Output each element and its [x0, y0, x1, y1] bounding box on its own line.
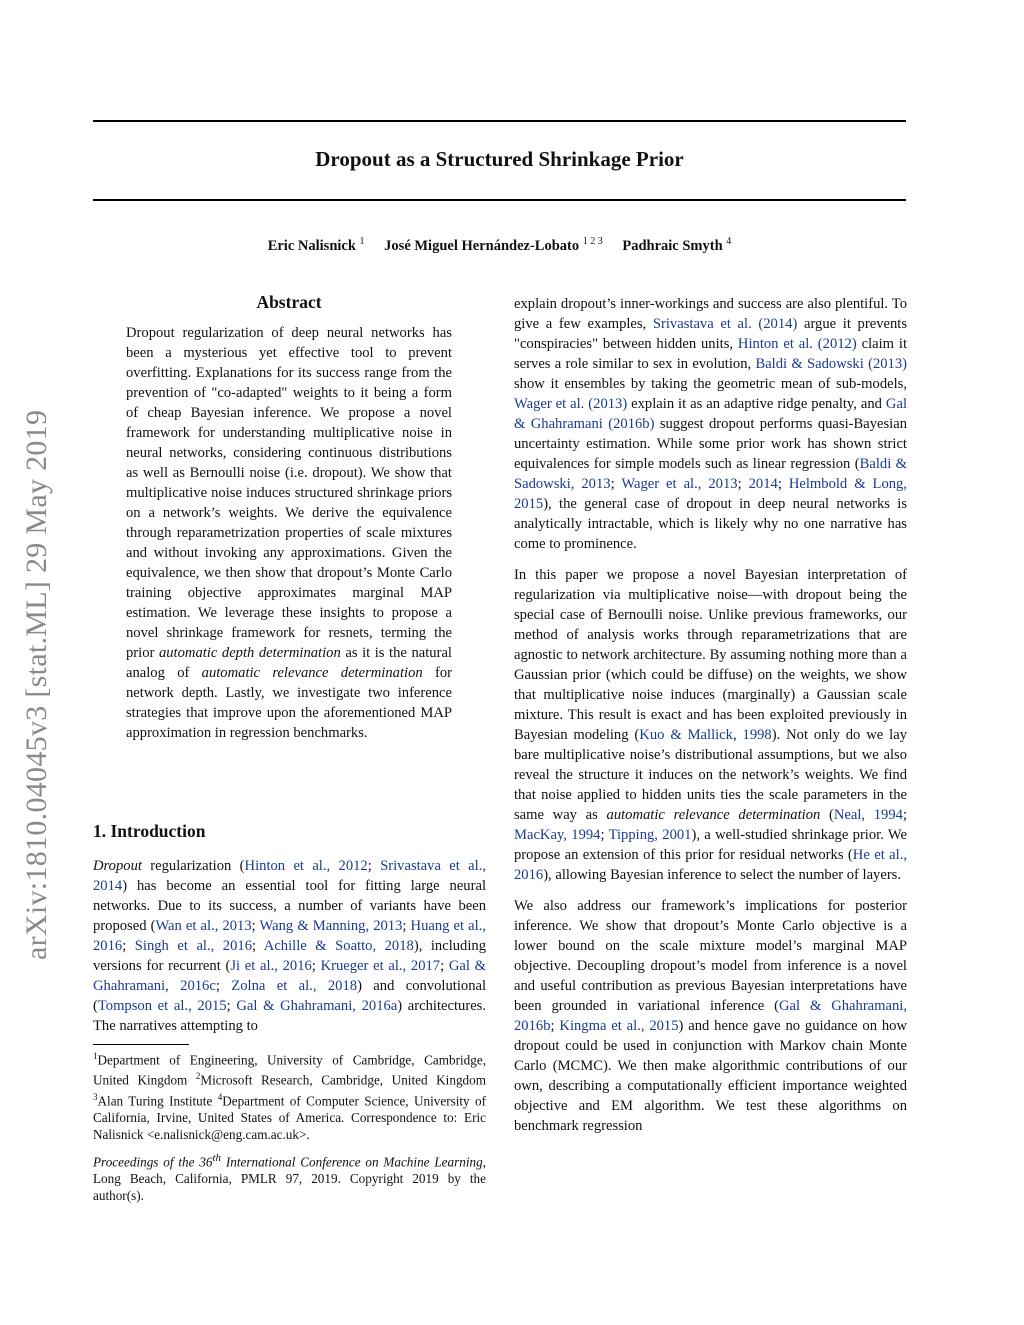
proceedings-emphasis: Proceedings of the 36	[93, 1154, 213, 1170]
footnote-text: Department of Engineering, University of Cambridge, Cambridge, United Kingdom	[93, 1052, 486, 1088]
section-heading-introduction: 1. Introduction	[93, 821, 206, 841]
affiliations-footnote	[93, 1048, 486, 1143]
body-text: We also address our framework’s implications for posterior inference. We show that dropout’s Monte Carlo objective is a lower bound on the scale mixture model’s marginal MAP objective. Decoupling dropout’s model from inference is a novel and useful contribution as previous Bayesian interpretations have been grounded in variational inference (	[514, 898, 907, 1014]
body-text: explain it as an adaptive ridge penalty, and	[627, 396, 886, 412]
footnote-marker: 2	[195, 1071, 201, 1082]
citation-link[interactable]: Achille & Soatto, 2018	[263, 938, 414, 954]
citation-link[interactable]: Huang et al., 2016	[93, 918, 486, 954]
citation-link[interactable]: Baldi & Sadowski, 2013	[514, 456, 907, 492]
abstract-heading: Abstract	[256, 292, 322, 312]
intro-text: ) and convolutional (	[93, 978, 487, 1014]
author-affiliation: 1	[359, 236, 365, 247]
proceedings-note	[93, 1150, 486, 1204]
author-name: Eric Nalisnick	[267, 237, 356, 254]
citation-link[interactable]: MacKay, 1994	[514, 827, 601, 843]
abstract-text: as it is the natural analog of	[126, 645, 452, 681]
body-text: In this paper we propose a novel Bayesian interpretation of regularization via multiplicative noise—with dropout being the special case of Bernoulli noise. Unlike previous frameworks, our method of analysis works through reparametrizations that are agnostic to network architecture. By assuming nothing more than a Gaussian prior (which could be diffuse) on the weights, we show that multiplicative noise induces (marginally) a Gaussian scale mixture. This result is exact and has been exploited previously in Bayesian modeling (	[514, 567, 907, 743]
citation-link[interactable]: Srivastava et al., 2014	[93, 858, 487, 894]
body-text: claim it serves a role similar to sex in evolution,	[514, 336, 907, 372]
body-text: ) and hence gave no guidance on how dropout could be used in conjunction with Markov chain Monte Carlo (MCMC). We then make algorithmic contributions of our own, describing a computationally efficient importance weighted objective and EM algorithm. We test these algorithms on benchmark regression	[514, 1018, 908, 1134]
abstract-body	[126, 323, 452, 743]
citation-link[interactable]: Tompson et al., 2015	[97, 998, 227, 1014]
body-text: show it ensembles by taking the geometric mean of sub-models,	[514, 376, 907, 392]
citation-link[interactable]: Kuo & Mallick	[639, 727, 733, 743]
citation-link[interactable]: He et al., 2016	[514, 847, 907, 883]
body-paragraph: explain dropout’s inner-workings and success are also plentiful. To give a few examples, Srivastava et al. (2014) argue it prevents "conspiracies" between hidden units, Hinton et al. (2012) claim it serves a role similar to sex in evolution, Baldi & Sadowski (2013) show it ensembles by taking the geometric mean of sub-models, Wager et al. (2013) explain it as an adaptive ridge penalty, and Gal & Ghahramani (2016b) suggest dropout performs quasi-Bayesian uncertainty estimation. While some prior work has shown strict equivalences for simple models such as linear regression (Baldi & Sadowski, 2013; Wager et al., 2013; 2014; Helmbold & Long, 2015), the general case of dropout in deep neural networks is analytically intractable, which is likely why no one narrative has come to prominence.	[514, 296, 907, 552]
body-text: argue it prevents "conspiracies" between hidden units,	[514, 316, 907, 352]
footnote-text: Microsoft Research, Cambridge, United Kingdom	[200, 1072, 486, 1088]
body-text: ). Not only do we lay bare multiplicative noise’s distributional assumptions, but we also reveal the structure it induces on the network’s weights. We find that noise applied to hidden units ties the scale parameters in the same way as	[514, 727, 908, 823]
proceedings-emphasis: th	[212, 1152, 222, 1164]
footnote-marker: 3	[93, 1091, 98, 1102]
footnote-marker: 1	[93, 1051, 98, 1061]
body-paragraph: In this paper we propose a novel Bayesian interpretation of regularization via multiplicative noise—with dropout being the special case of Bernoulli noise. Unlike previous frameworks, our method of analysis works through reparametrizations that are agnostic to network architecture. By assuming nothing more than a Gaussian prior (which could be diffuse) on the weights, we show that multiplicative noise induces (marginally) a Gaussian scale mixture. This result is exact and has been exploited previously in Bayesian modeling (Kuo & Mallick, 1998). Not only do we lay bare multiplicative noise’s distributional assumptions, but we also reveal the structure it induces on the network’s weights. We find that noise applied to hidden units ties the scale parameters in the same way as automatic relevance determination (Neal, 1994; MacKay, 1994; Tipping, 2001), a well-studied shrinkage prior. We propose an extension of this prior for residual networks (He et al., 2016), allowing Bayesian inference to select the number of layers.	[514, 567, 908, 883]
body-text: suggest dropout performs quasi-Bayesian uncertainty estimation. While some prior work has shown strict equivalences for simple models such as linear regression (	[514, 416, 907, 472]
citation-link[interactable]: Gal & Ghahramani, 2016b	[514, 998, 907, 1034]
body-text: explain dropout’s inner-workings and success are also plentiful. To give a few examples,	[514, 296, 907, 332]
citation-link[interactable]: Wang & Manning, 2013	[259, 918, 403, 934]
intro-text: regularization (	[141, 858, 245, 874]
body-text: ), allowing Bayesian inference to select the number of layers.	[543, 867, 902, 883]
title-bottom-rule	[93, 199, 906, 201]
citation-link[interactable]: Gal & Ghahramani, 2016c	[93, 958, 487, 994]
footnote-divider	[93, 1044, 189, 1045]
top-rule	[93, 120, 906, 122]
proceedings-emphasis: International Conference on Machine Learning	[221, 1154, 483, 1170]
body-paragraph: We also address our framework’s implications for posterior inference. We show that dropout’s Monte Carlo objective is a lower bound on the scale mixture model’s marginal MAP objective. Decoupling dropout’s model from inference is a novel and useful contribution as previous Bayesian interpretations have been grounded in variational inference (Gal & Ghahramani, 2016b; Kingma et al., 2015) and hence gave no guidance on how dropout could be used in conjunction with Markov chain Monte Carlo (MCMC). We then make algorithmic contributions of our own, describing a computationally efficient importance weighted objective and EM algorithm. We test these algorithms on benchmark regression	[514, 898, 908, 1134]
citation-link[interactable]: Srivastava et al. (2014)	[652, 316, 798, 332]
abstract-emphasis: automatic depth determination	[158, 645, 341, 661]
footnote-text: Department of Computer Science, University of California, Irvine, United States of America. Correspondence to: Eric Nalisnick <e.nalisnick@eng.cam.ac.uk>.	[93, 1093, 487, 1143]
citation-link[interactable]: Singh et al., 2016	[134, 938, 252, 954]
citation-link[interactable]: Kingma et al., 2015	[559, 1018, 679, 1034]
citation-link[interactable]: Gal & Ghahramani (2016b)	[514, 396, 907, 432]
citation-link[interactable]: Wager et al., 2013	[621, 476, 738, 492]
citation-link[interactable]: Ji et al., 2016	[230, 958, 312, 974]
proceedings-text: , Long Beach, California, PMLR 97, 2019. Copyright 2019 by the author(s).	[93, 1154, 486, 1204]
author-list	[93, 236, 906, 255]
intro-emphasis: Dropout	[93, 858, 142, 874]
citation-link[interactable]: Baldi & Sadowski (2013)	[755, 356, 907, 372]
body-text: (	[820, 807, 834, 823]
footnote-text: Alan Turing Institute	[97, 1093, 218, 1109]
author-affiliation: 4	[726, 236, 732, 247]
citation-link[interactable]: Hinton et al. (2012)	[737, 336, 857, 352]
abstract-emphasis: automatic relevance determination	[201, 665, 423, 681]
paper-title: Dropout as a Structured Shrinkage Prior	[315, 147, 684, 171]
citation-link[interactable]: Hinton et al., 2012	[244, 858, 368, 874]
abstract-text: Dropout regularization of deep neural networks has been a mysterious yet effective tool to prevent overfitting. Explanations for its success range from the prevention of "co-adapted" weights to it being a form of cheap Bayesian inference. We propose a novel framework for understanding multiplicative noise in neural networks, considering continuous distributions as well as Bernoulli noise (i.e. dropout). We show that multiplicative noise induces structured shrinkage priors on a network’s weights. We derive the equivalence through reparametrization properties of scale mixtures and without invoking any approximations. Given the equivalence, we then show that dropout’s Monte Carlo training objective approximates marginal MAP estimation. We leverage these insights to propose a novel shrinkage framework for resnets, terming the prior	[126, 325, 452, 661]
body-text: ), a well-studied shrinkage prior. We propose an extension of this prior for residual networks (	[514, 827, 908, 863]
arxiv-stamp: arXiv:1810.04045v3 [stat.ML] 29 May 2019	[20, 409, 53, 960]
citation-link[interactable]: Neal, 1994	[833, 807, 903, 823]
body-text: ), the general case of dropout in deep neural networks is analytically intractable, which is likely why no one narrative has come to prominence.	[514, 496, 907, 552]
citation-link[interactable]: Gal & Ghahramani, 2016a	[236, 998, 398, 1014]
citation-link[interactable]: Wan et al., 2013	[155, 918, 252, 934]
author-name: José Miguel Hernández-Lobato	[384, 237, 580, 254]
author-affiliation: 1 2 3	[582, 236, 603, 247]
citation-link[interactable]: 1998	[742, 727, 772, 743]
intro-paragraph: Dropout regularization (Hinton et al., 2012; Srivastava et al., 2014) has become an essential tool for fitting large neural networks. Due to its success, a number of variants have been proposed (Wan et al., 2013; Wang & Manning, 2013; Huang et al., 2016; Singh et al., 2016; Achille & Soatto, 2018), including versions for recurrent (Ji et al., 2016; Krueger et al., 2017; Gal & Ghahramani, 2016c; Zolna et al., 2018) and convolutional (Tompson et al., 2015; Gal & Ghahramani, 2016a) architectures. The narratives attempting to	[93, 858, 487, 1034]
citation-link[interactable]: Krueger et al., 2017	[320, 958, 441, 974]
footnote-marker: 4	[217, 1091, 223, 1102]
citation-link[interactable]: Helmbold & Long, 2015	[514, 476, 907, 512]
citation-link[interactable]: 2014	[748, 476, 778, 492]
citation-link[interactable]: Wager et al. (2013)	[514, 396, 628, 412]
author-name: Padhraic Smyth	[622, 237, 723, 254]
right-column	[514, 294, 907, 1147]
abstract-text: for network depth. Lastly, we investigate two inference strategies that improve upon the aforementioned MAP approximation in regression benchmarks.	[126, 665, 452, 741]
citation-link[interactable]: Tipping, 2001	[608, 827, 692, 843]
intro-text: ) has become an essential tool for fitting large neural networks. Due to its success, a number of variants have been proposed (	[93, 878, 486, 934]
body-emphasis: automatic relevance determination	[606, 807, 821, 823]
intro-text: ) architectures. The narratives attempting to	[93, 998, 487, 1034]
intro-text: ), including versions for recurrent (	[93, 938, 486, 974]
citation-link[interactable]: Zolna et al., 2018	[231, 978, 358, 994]
